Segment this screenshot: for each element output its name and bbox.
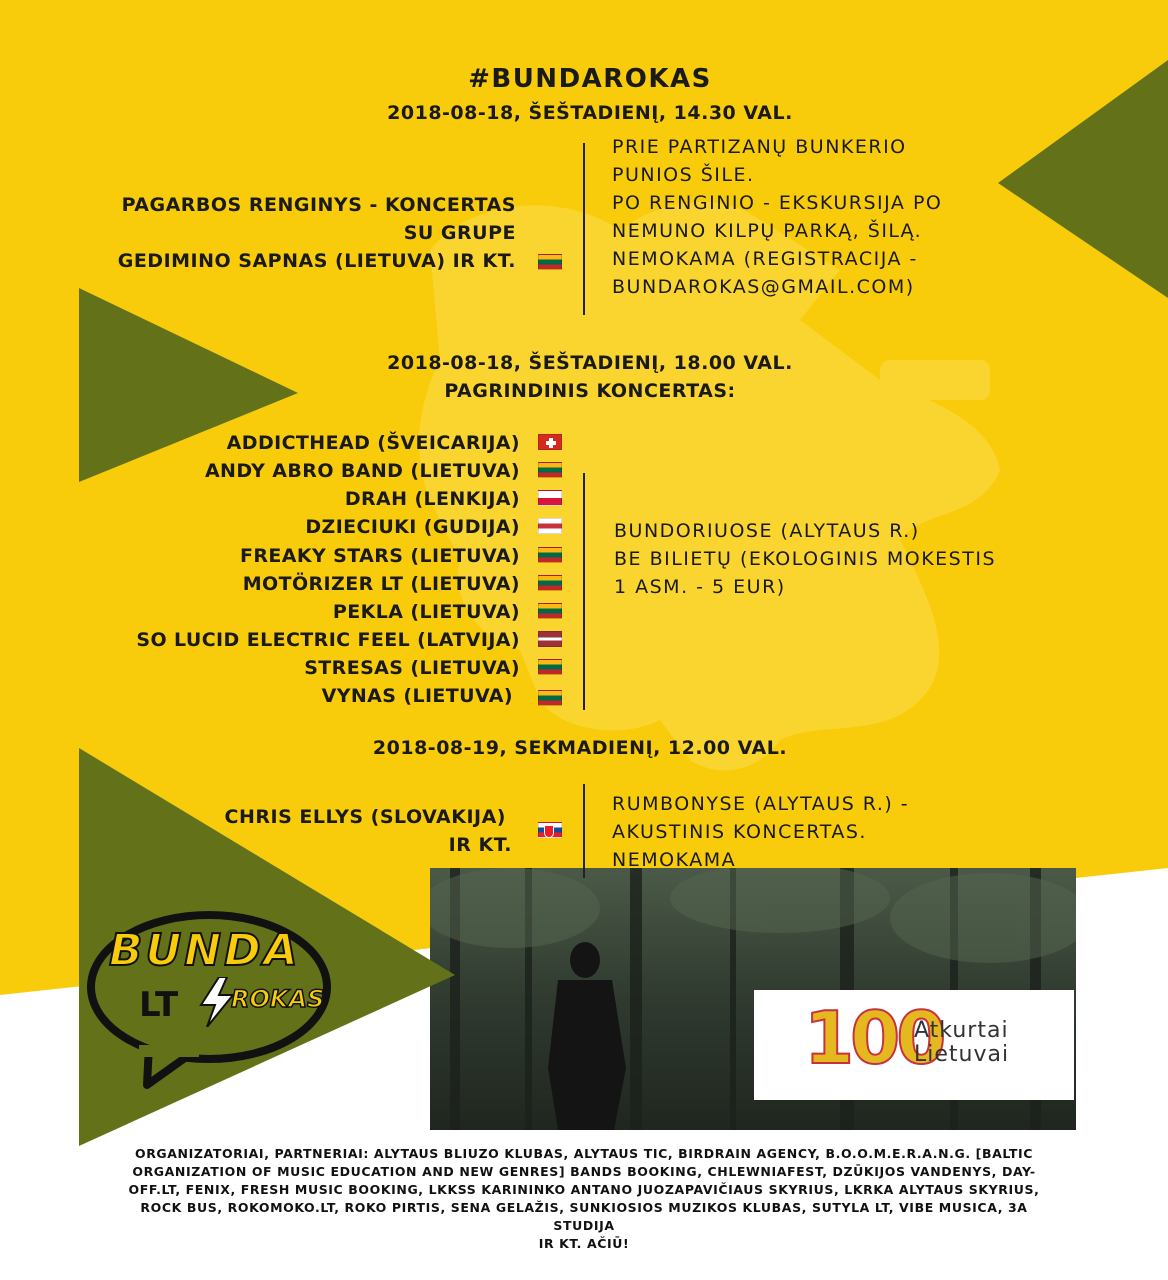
logo-100-line1: Atkurtai <box>914 1018 1009 1043</box>
flag-belarus-icon <box>538 518 562 534</box>
event2-subtitle: PAGRINDINIS KONCERTAS: <box>444 380 736 402</box>
event3-info <box>612 790 909 874</box>
flag-slovakia-icon <box>538 822 562 838</box>
footer-line: ORGANIZATION OF MUSIC EDUCATION AND NEW GENRES] BANDS BOOKING, CHLEWNIAFEST, DZŪKIJOS VANDENYS, DAY- <box>132 1164 1036 1179</box>
flag-lithuania-icon <box>538 254 562 270</box>
event1-info-line: BUNDAROKAS@GMAIL.COM) <box>612 276 915 298</box>
band-item: ADDICTHEAD (ŠVEICARIJA) <box>226 432 520 454</box>
lithuania-100-logo <box>754 990 1074 1100</box>
flag-lithuania-icon <box>538 690 562 706</box>
event3-date: 2018-08-19, SEKMADIENĮ, 12.00 VAL. <box>372 737 788 759</box>
band-item: DRAH (LENKIJA) <box>344 488 520 510</box>
event1-info-line: NEMUNO KILPŲ PARKĄ, ŠILĄ. <box>612 220 923 242</box>
logo-100-line2: Lietuvai <box>914 1042 1010 1067</box>
band-item: ANDY ABRO BAND (LIETUVA) <box>204 460 520 482</box>
rokas-word: ROKAS <box>231 985 325 1013</box>
event3-title-line2: IR KT. <box>448 834 512 856</box>
footer-line: ORGANIZATORIAI, PARTNERIAI: ALYTAUS BLIUZO KLUBAS, ALYTAUS TIC, BIRDRAIN AGENCY, B.O.O.M.E.R.A.N.G. [BALTIC <box>134 1146 1034 1161</box>
divider-event1 <box>583 143 585 315</box>
event1-info <box>612 133 942 301</box>
band-item: SO LUCID ELECTRIC FEEL (LATVIJA) <box>136 629 520 651</box>
flag-switzerland-icon <box>538 434 562 450</box>
event1-info-line: PUNIOS ŠILE. <box>612 164 755 186</box>
flag-lithuania-icon <box>538 659 562 675</box>
event3-title-line1: CHRIS ELLYS (SLOVAKIJA) <box>224 806 506 828</box>
flag-poland-icon <box>538 490 562 506</box>
bunda-rokas-logo <box>79 905 359 1105</box>
lt-word: LT <box>139 985 179 1025</box>
event3-info-line: NEMOKAMA <box>612 849 737 871</box>
event1-title-line3: GEDIMINO SAPNAS (LIETUVA) IR KT. <box>117 250 516 272</box>
footer-line: OFF.LT, FENIX, FRESH MUSIC BOOKING, LKKSS KARININKO ANTANO JUOZAPAVIČIAUS SKYRIUS, LKRKA ALYTAUS SKYRIUS, <box>128 1182 1040 1197</box>
event1-title-line2: SU GRUPE <box>403 222 516 244</box>
footer-line: IR KT. AČIŪ! <box>538 1236 630 1251</box>
band-item: DZIECIUKI (GUDIJA) <box>305 516 520 538</box>
event1-date: 2018-08-18, ŠEŠTADIENĮ, 14.30 VAL. <box>387 102 793 124</box>
event2-info-line: BE BILIETŲ (EKOLOGINIS MOKESTIS <box>614 548 997 570</box>
event1-info-line: NEMOKAMA (REGISTRACIJA - <box>612 248 918 270</box>
event2-info-line: 1 ASM. - 5 EUR) <box>614 576 786 598</box>
flag-lithuania-icon <box>538 547 562 563</box>
event2-info-line: BUNDORIUOSE (ALYTAUS R.) <box>614 520 920 542</box>
partners-footer <box>120 1145 1048 1253</box>
bunda-word: BUNDA <box>109 925 301 976</box>
band-item: FREAKY STARS (LIETUVA) <box>239 545 520 567</box>
event2-info <box>614 517 996 601</box>
event2-date: 2018-08-18, ŠEŠTADIENĮ, 18.00 VAL. <box>387 352 793 374</box>
event3-info-line: RUMBONYSE (ALYTAUS R.) - <box>612 793 910 815</box>
event1-info-line: PRIE PARTIZANŲ BUNKERIO <box>612 136 907 158</box>
logo-100-number: 100 <box>804 996 943 1080</box>
event1-title-line1: PAGARBOS RENGINYS - KONCERTAS <box>121 194 516 216</box>
hashtag-title: #BUNDAROKAS <box>468 64 712 94</box>
event1-info-line: PO RENGINIO - EKSKURSIJA PO <box>612 192 943 214</box>
flag-latvia-icon <box>538 631 562 647</box>
band-item: PEKLA (LIETUVA) <box>332 601 520 623</box>
flag-lithuania-icon <box>538 575 562 591</box>
divider-event3 <box>583 784 585 878</box>
event3-info-line: AKUSTINIS KONCERTAS. <box>612 821 867 843</box>
band-item: STRESAS (LIETUVA) <box>304 657 520 679</box>
footer-line: ROCK BUS, ROKOMOKO.LT, ROKO PIRTIS, SENA GELAŽIS, SUNKIOSIOS MUZIKOS KLUBAS, SUTYLA LT, VIBE MUSICA, 3A STUDIJA <box>140 1200 1028 1233</box>
band-item: VYNAS (LIETUVA) <box>321 685 513 707</box>
flag-lithuania-icon <box>538 462 562 478</box>
flag-lithuania-icon <box>538 603 562 619</box>
band-item: MOTÖRIZER LT (LIETUVA) <box>242 573 520 595</box>
divider-event2 <box>583 473 585 710</box>
